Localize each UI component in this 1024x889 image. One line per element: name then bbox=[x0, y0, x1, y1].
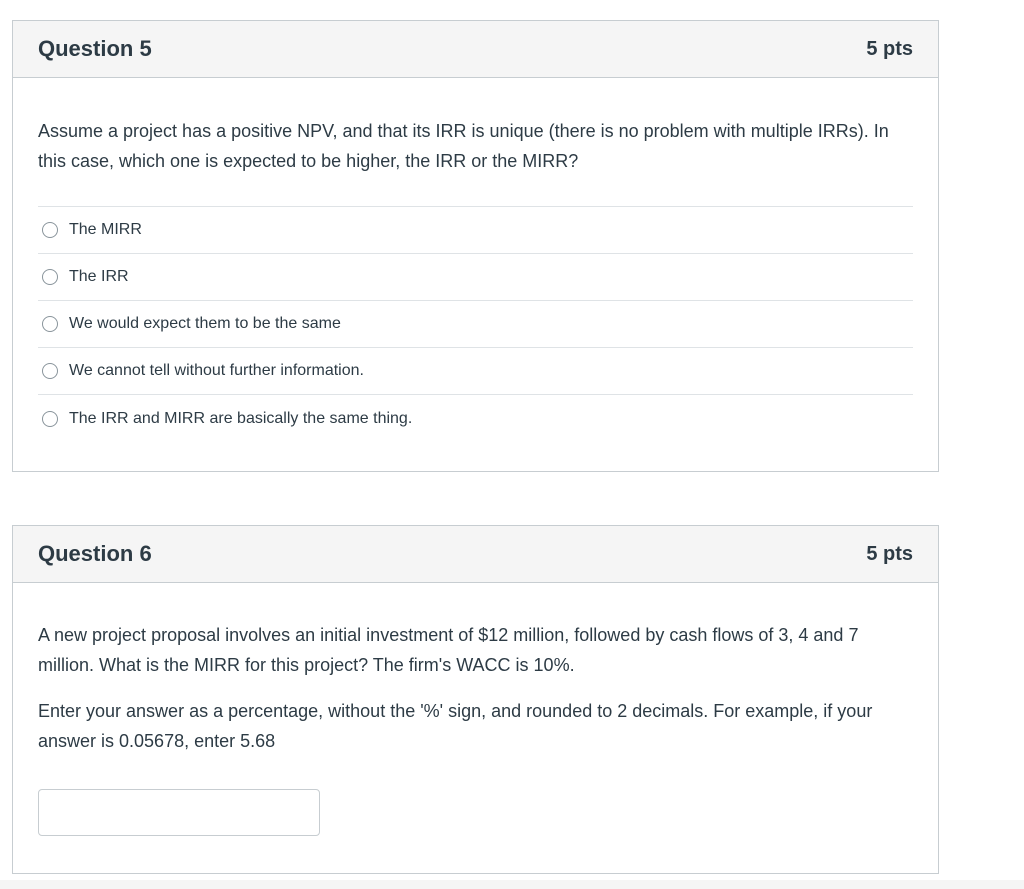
answer-option-2[interactable] bbox=[38, 254, 913, 301]
answer-label: We cannot tell without further information. bbox=[69, 362, 364, 379]
answer-list bbox=[38, 206, 913, 442]
question-body bbox=[13, 78, 938, 442]
radio-button-icon[interactable] bbox=[42, 363, 58, 379]
question-header bbox=[13, 21, 938, 78]
question-text: Assume a project has a positive NPV, and that its IRR is unique (there is no problem with multiple IRRs). In this case, which one is expected to be higher, the IRR or the MIRR? bbox=[38, 121, 889, 171]
radio-button-icon[interactable] bbox=[42, 222, 58, 238]
answer-option-4[interactable] bbox=[38, 348, 913, 395]
question-points: 5 pts bbox=[866, 542, 913, 565]
question-instructions: Enter your answer as a percentage, without the '%' sign, and rounded to 2 decimals. For example, if your answer is 0.05678, enter 5.68 bbox=[38, 701, 873, 751]
answer-option-1[interactable] bbox=[38, 207, 913, 254]
question-5-card bbox=[12, 20, 939, 472]
answer-option-3[interactable] bbox=[38, 301, 913, 348]
question-text: A new project proposal involves an initial investment of $12 million, followed by cash flows of 3, 4 and 7 million. What is the MIRR for this project? The firm's WACC is 10%. bbox=[38, 625, 859, 675]
question-body bbox=[13, 583, 938, 836]
answer-label: The MIRR bbox=[69, 221, 142, 238]
question-title: Question 6 bbox=[38, 541, 152, 566]
radio-button-icon[interactable] bbox=[42, 316, 58, 332]
answer-option-5[interactable] bbox=[38, 395, 913, 442]
question-header bbox=[13, 526, 938, 583]
question-6-card bbox=[12, 525, 939, 874]
answer-label: We would expect them to be the same bbox=[69, 315, 341, 332]
question-points: 5 pts bbox=[866, 37, 913, 60]
question-title: Question 5 bbox=[38, 36, 152, 61]
radio-button-icon[interactable] bbox=[42, 269, 58, 285]
answer-input[interactable] bbox=[38, 789, 320, 836]
answer-label: The IRR bbox=[69, 268, 129, 285]
answer-label: The IRR and MIRR are basically the same thing. bbox=[69, 409, 413, 427]
radio-button-icon[interactable] bbox=[42, 411, 58, 427]
page-footer-strip bbox=[0, 880, 1024, 889]
